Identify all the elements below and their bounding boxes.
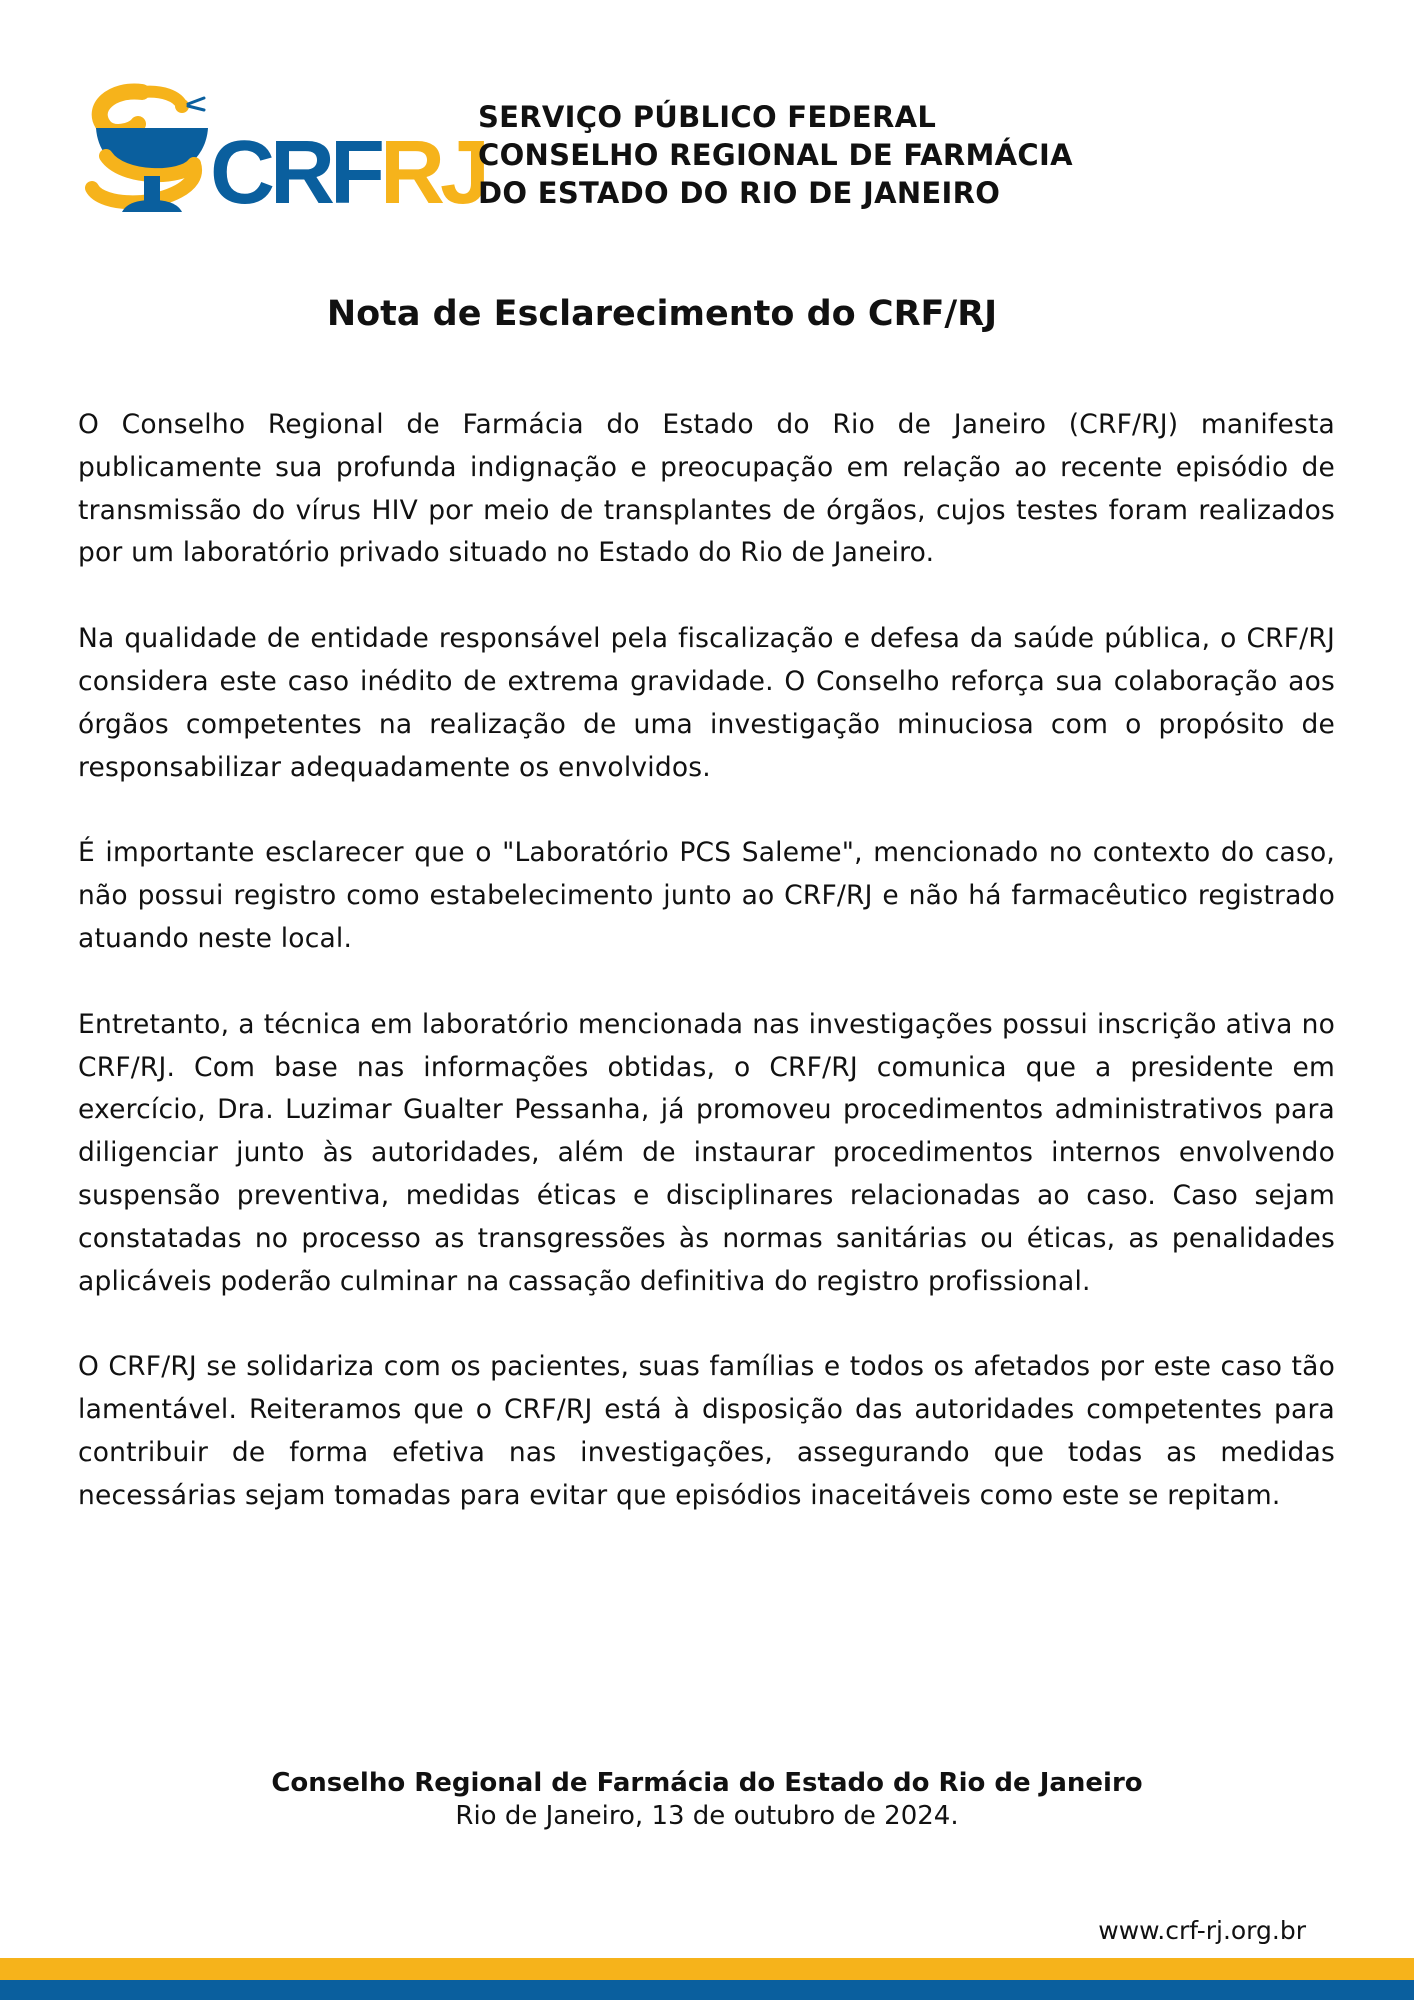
header-line-3: DO ESTADO DO RIO DE JANEIRO	[478, 176, 1001, 210]
document-body	[78, 404, 1335, 1561]
signature-organization: Conselho Regional de Farmácia do Estado do Rio de Janeiro	[271, 1768, 1143, 1798]
footer-band-blue	[0, 1980, 1414, 2000]
crfrj-logo	[82, 80, 486, 223]
logo-text-rj: RJ	[379, 123, 486, 223]
organization-header	[478, 98, 1178, 212]
logo-wordmark	[210, 123, 486, 223]
document-title: Nota de Esclarecimento do CRF/RJ	[326, 294, 998, 334]
paragraph-3: É importante esclarecer que o "Laboratório PCS Saleme", mencionado no contexto do caso, não possui registro como estabelecimento junto ao CRF/RJ e não há farmacêutico registrado atuando neste local.	[78, 837, 1335, 954]
footer-band-yellow	[0, 1958, 1414, 1980]
paragraph-4: Entretanto, a técnica em laboratório mencionada nas investigações possui inscrição ativa no CRF/RJ. Com base nas informações obtidas, o CRF/RJ comunica que a presidente em exercício, Dra. Luzimar Gualter Pessanha, já promoveu procedimentos administrativos para diligenciar junto às autoridades, além de instaurar procedimentos internos envolvendo suspensão preventiva, medidas éticas e disciplinares relacionadas ao caso. Caso sejam constatadas no processo as transgressões às normas sanitárias ou éticas, as penalidades aplicáveis poderão culminar na cassação definitiva do registro profissional.	[78, 1008, 1335, 1297]
signature-place-date: Rio de Janeiro, 13 de outubro de 2024.	[455, 1801, 959, 1831]
website-url: www.crf-rj.org.br	[1098, 1916, 1306, 1945]
paragraph-2: Na qualidade de entidade responsável pela fiscalização e defesa da saúde pública, o CRF/RJ considera este caso inédito de extrema gravidade. O Conselho reforça sua colaboração aos órgãos competentes na realização de uma investigação minuciosa com o propósito de responsabilizar adequadamente os envolvidos.	[78, 623, 1335, 783]
paragraph-1: O Conselho Regional de Farmácia do Estado do Rio de Janeiro (CRF/RJ) manifesta publicamente sua profunda indignação e preocupação em relação ao recente episódio de transmissão do vírus HIV por meio de transplantes de órgãos, cujos testes foram realizados por um laboratório privado situado no Estado do Rio de Janeiro.	[78, 409, 1335, 569]
header-line-2: CONSELHO REGIONAL DE FARMÁCIA	[478, 138, 1073, 172]
signature-block	[0, 1766, 1414, 1832]
logo-text-crf: CRF	[210, 123, 380, 223]
caduceus-bowl-snake-icon	[82, 80, 222, 220]
paragraph-5: O CRF/RJ se solidariza com os pacientes, suas famílias e todos os afetados por este caso tão lamentável. Reiteramos que o CRF/RJ está à disposição das autoridades competentes para contribuir de forma efetiva nas investigações, assegurando que todas as medidas necessárias sejam tomadas para evitar que episódios inaceitáveis como este se repitam.	[78, 1351, 1335, 1511]
header-line-1: SERVIÇO PÚBLICO FEDERAL	[478, 100, 937, 134]
